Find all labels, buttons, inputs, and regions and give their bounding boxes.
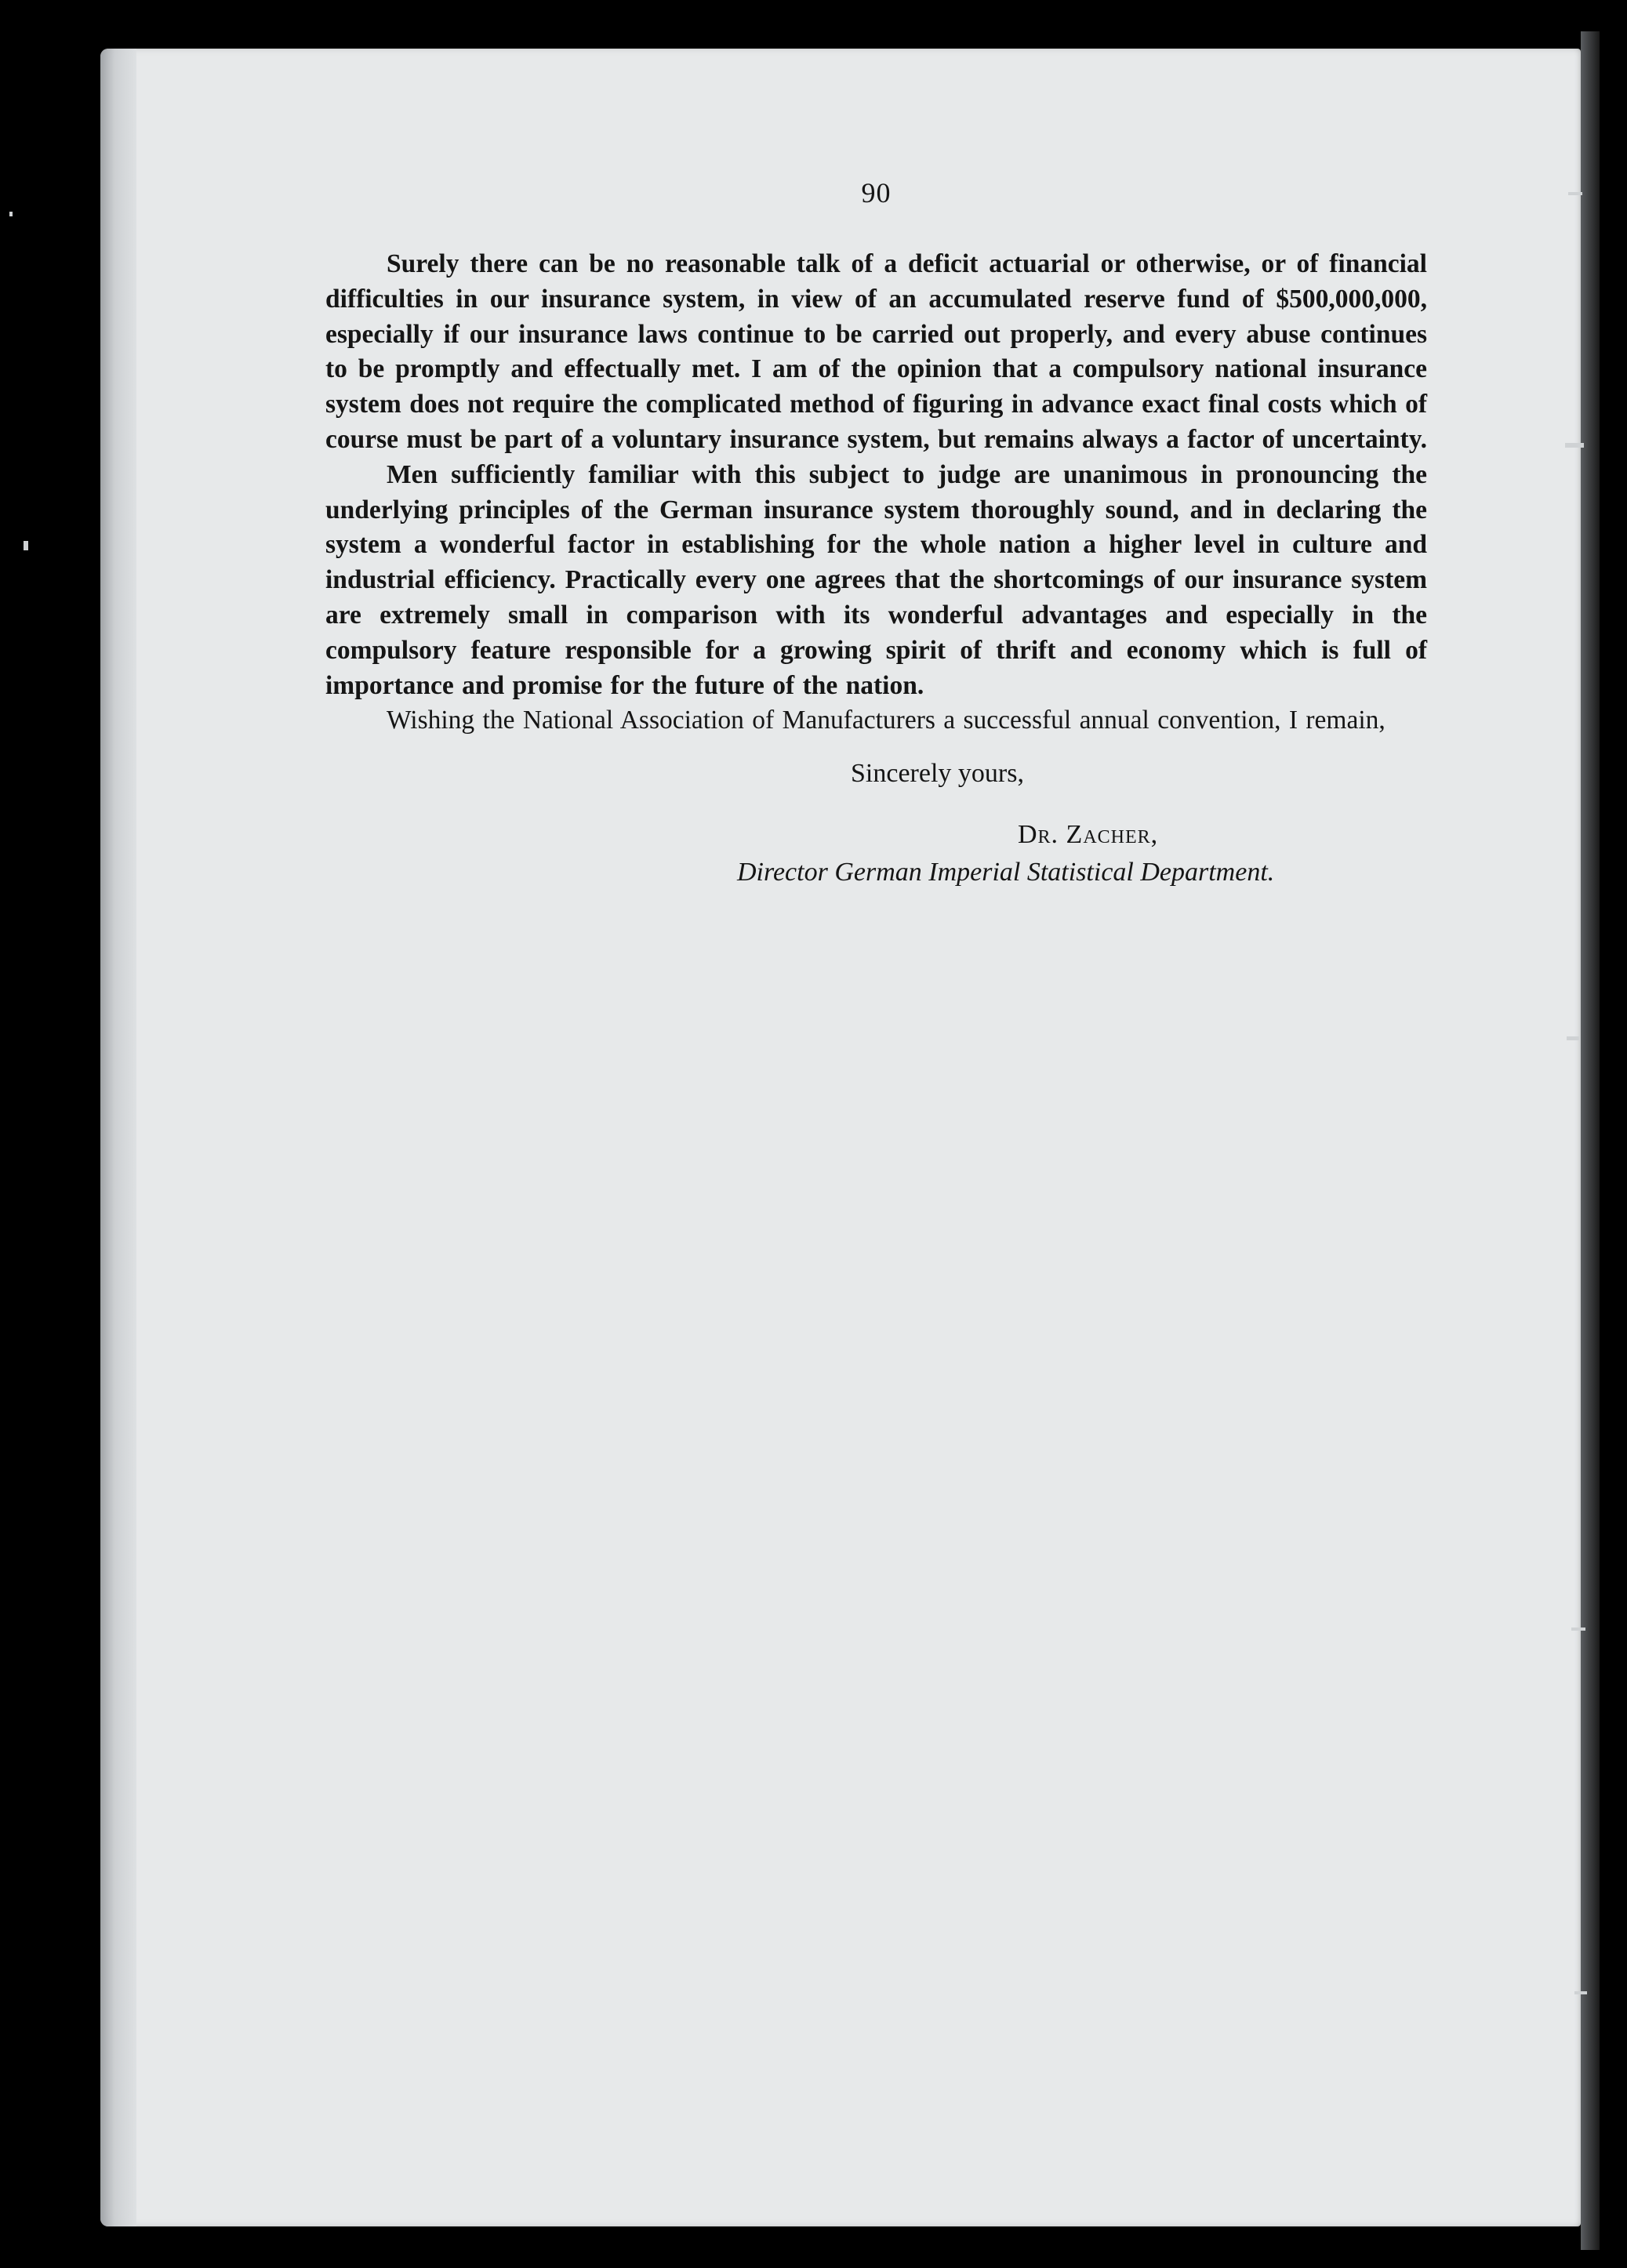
- page-content: [325, 176, 1427, 891]
- scan-speck: [1565, 443, 1584, 448]
- closing-salutation: Sincerely yours,: [851, 759, 1024, 789]
- paragraph-convention-wishes: Wishing the National Association of Manufacturers a successful annual convention, I remain,: [387, 706, 1385, 735]
- scan-speck: [1574, 1991, 1587, 1994]
- page-right-edge: [1581, 31, 1600, 2250]
- paragraph-insurance-reserve: Surely there can be no reasonable talk of a deficit actuarial or otherwise, or of financial difficulties in our insurance system, in view of an accumulated reserve fund of $500,000,000, especially if our insurance laws continue to be carried out properly, and every abuse continues to be promptly and effectually met. I am of the opinion that a compulsory national insurance system does not require the complicated method of figuring in advance exact final costs which of course must be part of a voluntary insurance system, but remains always a factor of uncertainty.: [325, 249, 1427, 454]
- scan-speck: [1571, 1628, 1585, 1631]
- page-number: 90: [861, 177, 892, 209]
- scan-speck: [1567, 1036, 1579, 1040]
- signatory-name: Dr. Zacher,: [1018, 820, 1159, 850]
- letter-closing: [325, 756, 1427, 891]
- signatory-title: Director German Imperial Statistical Department.: [737, 858, 1275, 887]
- scan-speck: [1568, 192, 1582, 195]
- book-spine-shadow: [100, 49, 136, 2226]
- scan-speck: [9, 212, 13, 216]
- paragraph-german-insurance-principles: Men sufficiently familiar with this subject to judge are unanimous in pronouncing the underlying principles of the German insurance system thoroughly sound, and in declaring the system a wonderful factor in establishing for the whole nation a higher level in culture and industrial efficiency. Practically every one agrees that the shortcomings of our insurance system are extremely small in comparison with its wonderful advantages and especially in the compulsory feature responsible for a growing spirit of thrift and economy which is full of importance and promise for the future of the nation.: [325, 459, 1427, 700]
- scan-speck: [24, 541, 28, 550]
